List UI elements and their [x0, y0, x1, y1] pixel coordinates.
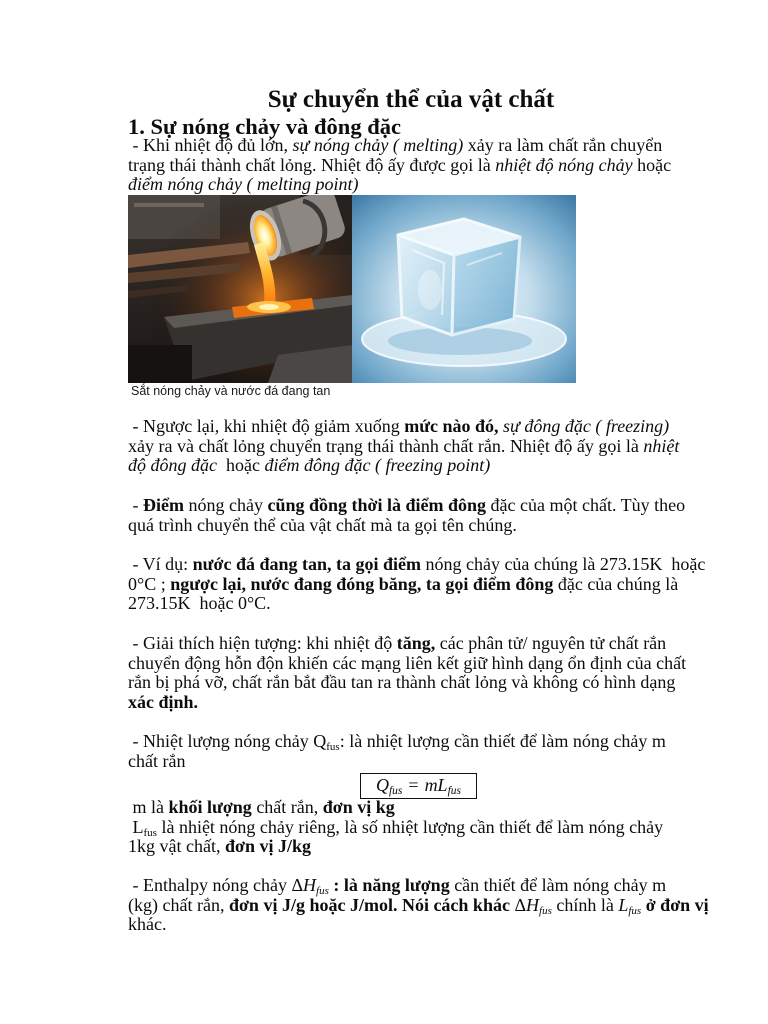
text-run: - [128, 495, 143, 515]
bold-text: khối lượng [168, 797, 252, 817]
bold-text: mức nào đó, [404, 416, 504, 436]
formula-operator: = [408, 775, 419, 795]
text-run: nóng chảy của chúng là 273.15K hoặc [420, 554, 706, 574]
formula-subscript: fus [447, 785, 461, 797]
ice-cube [398, 219, 520, 335]
pour-splash-core [259, 304, 279, 310]
bold-text: : là năng lượng [328, 875, 450, 895]
italic-term: sự nóng chảy ( melting) [292, 135, 464, 155]
italic-term: điểm nóng chảy ( melting point) [128, 174, 359, 195]
text-run: m là [128, 797, 169, 817]
paragraph-line [128, 175, 671, 195]
subscript: fus [316, 885, 329, 897]
text-run: chuyển động hỗn độn khiến các mạng liên kết giữ hình dạng ổn định của chất [128, 652, 687, 673]
text-run: đặc của chúng là [553, 573, 679, 594]
text-run: là nhiệt nóng chảy riêng, là số nhiệt lượng cần thiết để làm nóng chảy [156, 816, 664, 837]
explanation-paragraph [128, 634, 686, 713]
text-run: quá trình chuyển thể của vật chất mà ta gọi tên chúng. [128, 514, 517, 535]
same-point-paragraph [128, 496, 685, 535]
text-run: (kg) chất rắn, [128, 894, 229, 915]
paragraph-line [128, 594, 705, 614]
text-run: - Khi nhiệt độ đủ lớn, [128, 135, 293, 155]
text-run: - Nhiệt lượng nóng chảy Q [128, 731, 327, 751]
text-run: hoặc [632, 154, 672, 175]
formula-subscript: fus [388, 785, 403, 797]
text-run: 273.15K hoặc 0°C. [128, 593, 271, 614]
paragraph-line [128, 437, 679, 457]
shadow-area [128, 345, 192, 383]
italic-term: sự đông đặc ( freezing) [503, 416, 670, 436]
italic-term: độ đông đặc [128, 455, 217, 476]
text-run: nóng chảy [183, 495, 268, 515]
heat-of-fusion-definitions [128, 798, 663, 857]
text-run: chất rắn, [251, 797, 323, 817]
paragraph-line [128, 673, 686, 693]
italic-term: điểm đông đặc ( freezing point) [264, 455, 491, 476]
text-run: xảy ra và chất lỏng chuyển trạng thái thành chất rắn. Nhiệt độ ấy gọi là [128, 435, 644, 456]
text-run: xảy ra làm chất rắn chuyển [463, 135, 663, 155]
melting-paragraph [128, 136, 671, 195]
paragraph-line [128, 496, 685, 516]
paragraph-line [128, 516, 685, 536]
subscript: fus [539, 904, 552, 917]
text-run: các phân tử/ nguyên tử chất rắn [435, 633, 667, 653]
paragraph-line [128, 654, 686, 674]
text-run: đặc của một chất. Tùy theo [486, 495, 686, 515]
text-run: L [128, 816, 144, 837]
paragraph-line [128, 634, 686, 654]
paragraph-line [128, 896, 709, 916]
bold-text: đơn vị J/g hoặc J/mol. Nói cách khác [228, 894, 510, 915]
paragraph-line [128, 876, 709, 896]
text-run: rắn bị phá vỡ, chất rắn bắt đầu tan ra thành chất lỏng và không có hình dạng [128, 672, 676, 693]
paragraph-line [128, 575, 705, 595]
text-run: Δ [509, 894, 527, 915]
formula-symbol: Q [375, 775, 389, 795]
bold-text: Điểm [143, 495, 184, 515]
paragraph-line [128, 798, 663, 818]
formula-symbol: mL [424, 775, 448, 795]
text-run: khác. [128, 914, 167, 935]
bold-text: nước đá đang tan, ta gọi điểm [192, 554, 421, 574]
subscript: fus [628, 904, 642, 917]
paragraph-line [128, 752, 666, 772]
text-run: chất rắn [128, 750, 186, 771]
paragraph-line [128, 136, 671, 156]
text-run: trạng thái thành chất lỏng. Nhiệt độ ấy được gọi là [128, 154, 496, 175]
example-paragraph [128, 555, 705, 614]
text-run: - Giải thích hiện tượng: khi nhiệt độ [128, 633, 397, 653]
text-run: hoặc [217, 455, 265, 476]
melting-ice-image [352, 195, 576, 383]
heat-of-fusion-paragraph [128, 732, 666, 771]
text-run: cần thiết để làm nóng chảy m [449, 875, 667, 895]
bold-text: tăng, [396, 633, 436, 653]
italic-term: nhiệt độ nóng chảy [495, 154, 633, 175]
text-run: - Enthalpy nóng chảy Δ [128, 875, 304, 895]
bold-text: đơn vị kg [322, 797, 395, 817]
text-run: 1kg vật chất, [128, 836, 225, 857]
text-run: : là nhiệt lượng cần thiết để làm nóng chảy m [339, 731, 666, 751]
paragraph-line [128, 417, 679, 437]
freezing-paragraph [128, 417, 679, 476]
text-run: - Ngược lại, khi nhiệt độ giảm xuống [128, 416, 405, 436]
italic-symbol: L [618, 894, 629, 915]
figure-caption: Sắt nóng chảy và nước đá đang tan [131, 384, 331, 398]
paragraph-line [128, 818, 663, 838]
bold-text: xác định. [128, 692, 199, 713]
molten-iron-image [128, 195, 352, 383]
text-run: chính là [551, 894, 619, 915]
page-title: Sự chuyển thể của vật chất [267, 86, 555, 113]
paragraph-line [128, 456, 679, 476]
enthalpy-paragraph [128, 876, 709, 935]
text-run: 0°C ; [128, 573, 171, 594]
paragraph-line [128, 555, 705, 575]
italic-symbol: H [303, 875, 317, 895]
italic-symbol: H [526, 894, 540, 915]
section-heading: 1. Sự nóng chảy và đông đặc [128, 114, 401, 139]
paragraph-line [128, 732, 666, 752]
paragraph-line [128, 915, 709, 935]
bold-text: đơn vị J/kg [224, 836, 311, 857]
subscript: fus [326, 741, 340, 753]
paragraph-line [128, 156, 671, 176]
figure [128, 195, 576, 383]
formula-box [360, 773, 477, 799]
italic-term: nhiệt [643, 435, 680, 456]
bold-text: ở đơn vị [641, 894, 709, 915]
paragraph-line [128, 837, 663, 857]
bold-text: ngược lại, nước đang đóng băng, ta gọi điểm đông [170, 573, 554, 594]
bold-text: cũng đồng thời là điểm đông [267, 495, 486, 515]
text-run: - Ví dụ: [128, 554, 193, 574]
paragraph-line [128, 693, 686, 713]
subscript: fus [143, 826, 157, 839]
